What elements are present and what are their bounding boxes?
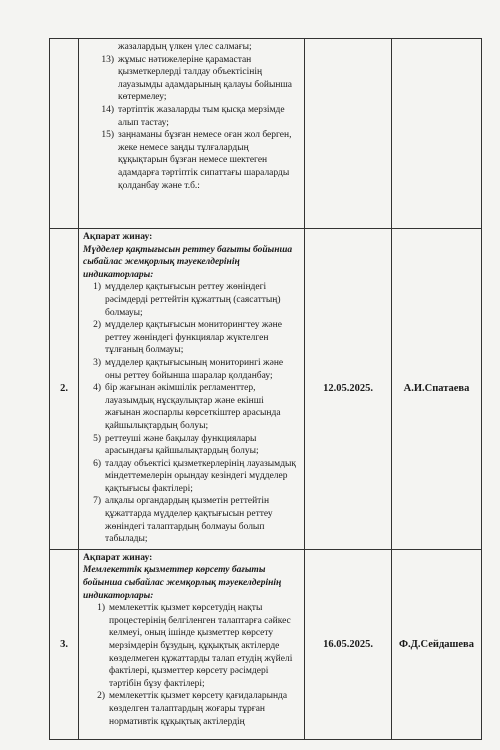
item-text: мүдделер қақтығысын мониторингтеу және реттеу жөніндегі функциялар жүктелген тұлғаның болмауы;	[105, 320, 282, 356]
row-responsible: Ф.Д.Сейдашева	[392, 549, 482, 739]
row-date	[305, 39, 392, 229]
indicator-list	[83, 602, 300, 728]
list-item	[83, 281, 300, 319]
table-row	[50, 229, 482, 550]
item-text: реттеуші және бақылау функциялары арасындағы қайшылықтардың болуы;	[105, 433, 259, 457]
item-number: 5)	[93, 433, 101, 444]
row-number	[50, 39, 79, 229]
item-text: заңнаманы бұзған немесе оған жол берген, жеке немесе заңды тұлғалардың құқықтарын бұзған немесе шектеген адамдарға тәртіптік сипаттағы шараларды қолданбау және т.б.:	[118, 130, 292, 191]
row-content	[79, 229, 305, 550]
list-item	[83, 357, 300, 382]
list-item	[83, 458, 300, 496]
list-item	[83, 54, 300, 104]
row-date: 12.05.2025.	[305, 229, 392, 550]
item-number: 14)	[101, 104, 114, 115]
item-number	[83, 41, 118, 54]
list-item	[83, 129, 300, 192]
table-row	[50, 39, 482, 229]
item-number: 7)	[93, 496, 101, 507]
item-number: 4)	[93, 383, 101, 394]
row-content	[79, 549, 305, 739]
list-item	[83, 104, 300, 129]
list-item	[83, 602, 300, 690]
item-number: 3)	[93, 357, 101, 368]
list-item	[83, 690, 300, 728]
indicator-list	[83, 281, 300, 545]
item-number: 2)	[93, 320, 101, 331]
row-number: 3.	[50, 549, 79, 739]
item-text: мүдделер қақтығысының мониторингі және оны реттеу бойынша шаралар қолданбау;	[105, 357, 284, 381]
row-content	[79, 39, 305, 229]
item-number: 15)	[101, 130, 114, 141]
item-number: 1)	[93, 282, 101, 293]
item-text: мемлекеттік қызмет көрсетудің нақты процестерінің белгіленген талаптарға сәйкес келмеуі, оның ішінде қызметтер көрсету мерзімдерін бұзудың, құқықтық актілерде көзделмеген құжаттарды талап етудің жүйелі фактілері, қызметтер көрсету рәсімдері тәртібін бұзу фактілері;	[109, 603, 293, 689]
section-subheading: Мемлекеттік қызметтер көрсету бағыты бойынша сыбайлас жемқорлық тәуекелдерінің индикаторлары:	[83, 565, 282, 601]
indicator-list	[83, 41, 300, 192]
row-responsible: А.И.Спатаева	[392, 229, 482, 550]
item-number: 6)	[93, 458, 101, 469]
plan-table	[49, 38, 482, 740]
table-row	[50, 549, 482, 739]
item-text: талдау объектісі қызметкерлерінің лауазымдық міндеттемелерін орындау кезіндегі мүдделер қақтығысы фактілері;	[105, 458, 297, 494]
list-item	[83, 41, 300, 54]
list-item	[83, 319, 300, 357]
item-number: 2)	[97, 691, 105, 702]
section-heading: Ақпарат жинау:	[83, 232, 153, 242]
row-responsible	[392, 39, 482, 229]
item-number: 1)	[97, 603, 105, 614]
item-text: алқалы органдардың қызметін реттейтін құжаттарда мүдделер қақтығысын реттеу жөніндегі талаптардың болмауы болып табылады;	[105, 496, 273, 545]
item-text: жазалардың үлкен үлес салмағы;	[118, 42, 252, 52]
item-text: бір жағынан әкімшілік регламенттер, лауазымдық нұсқаулықтар және екінші жағынан жоспарлы көрсеткіштер арасында қайшылықтардың болуы;	[105, 383, 281, 431]
section-subheading: Мүдделер қақтығысын реттеу бағыты бойынша сыбайлас жемқорлық тәуекелдерінің индикаторлары:	[83, 244, 293, 280]
list-item	[83, 382, 300, 432]
section-heading: Ақпарат жинау:	[83, 552, 153, 563]
row-number: 2.	[50, 229, 79, 550]
item-number: 13)	[101, 54, 114, 65]
list-item	[83, 495, 300, 545]
item-text: мүдделер қақтығысын реттеу жөніндегі рәсімдерді реттейтін құжаттың (саясаттың) болмауы;	[105, 282, 281, 318]
item-text: жұмыс нәтижелеріне қарамастан қызметкерлерді талдау объектісінің лауазымды адамдарының қалауы бойынша көтермелеу;	[118, 54, 293, 103]
item-text: мемлекеттік қызмет көрсету қағидаларында көзделген талаптардың жоғары тұрған нормативтік құқықтық актілердің	[109, 691, 288, 727]
row-date: 16.05.2025.	[305, 549, 392, 739]
item-text: тәртіптік жазаларды тым қысқа мерзімде алып тастау;	[118, 104, 285, 128]
list-item	[83, 433, 300, 458]
